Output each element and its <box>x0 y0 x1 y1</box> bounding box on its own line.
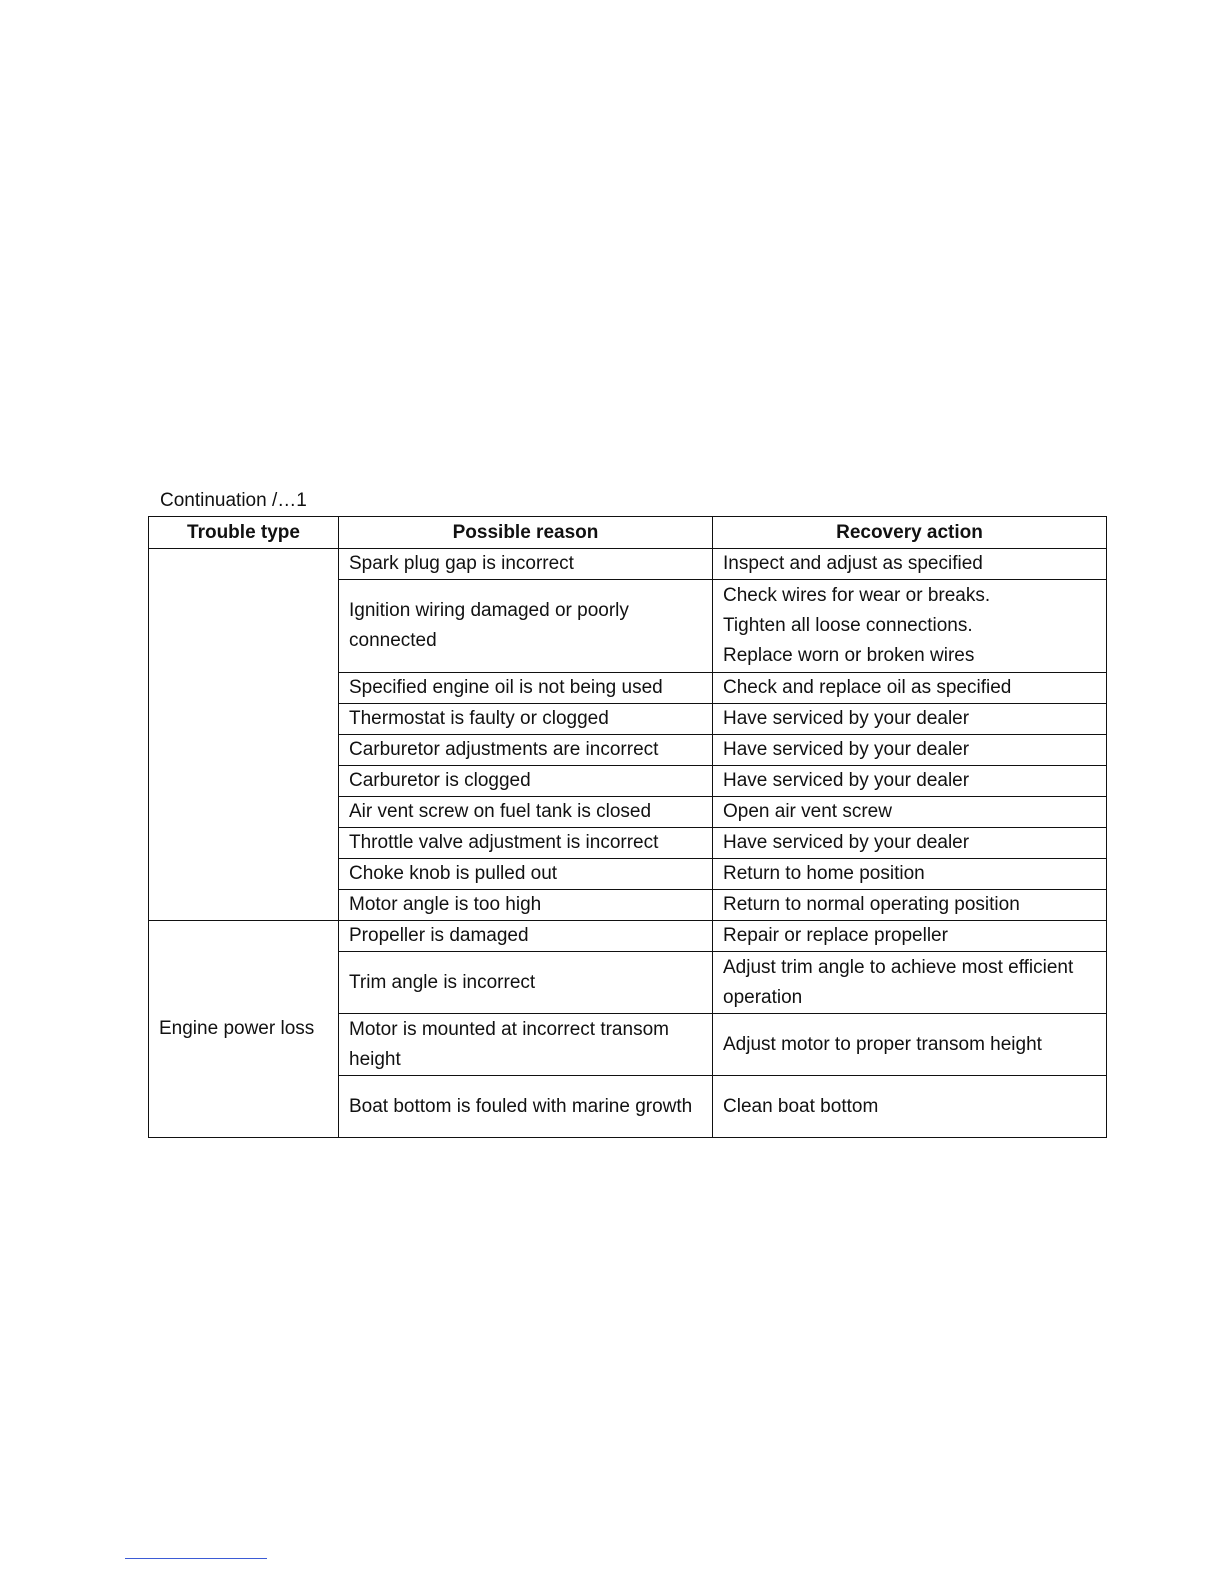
action-cell: Return to home position <box>713 859 1107 890</box>
reason-cell: Thermostat is faulty or clogged <box>339 704 713 735</box>
reason-cell: Boat bottom is fouled with marine growth <box>339 1076 713 1138</box>
action-line: Tighten all loose connections. <box>723 615 973 636</box>
action-cell: Have serviced by your dealer <box>713 828 1107 859</box>
action-line: Replace worn or broken wires <box>723 645 975 666</box>
action-cell: Adjust motor to proper transom height <box>713 1014 1107 1076</box>
reason-cell: Air vent screw on fuel tank is closed <box>339 797 713 828</box>
reason-cell: Carburetor is clogged <box>339 766 713 797</box>
continuation-label: Continuation /…1 <box>160 490 307 511</box>
reason-cell: Specified engine oil is not being used <box>339 673 713 704</box>
reason-cell: Choke knob is pulled out <box>339 859 713 890</box>
action-cell: Have serviced by your dealer <box>713 735 1107 766</box>
action-cell <box>713 580 1107 673</box>
reason-cell: Throttle valve adjustment is incorrect <box>339 828 713 859</box>
action-cell: Check and replace oil as specified <box>713 673 1107 704</box>
reason-cell: Spark plug gap is incorrect <box>339 549 713 580</box>
reason-cell: Motor angle is too high <box>339 890 713 921</box>
troubleshooting-table <box>148 516 1107 1138</box>
header-possible-reason: Possible reason <box>339 517 713 549</box>
action-cell: Have serviced by your dealer <box>713 766 1107 797</box>
footer-rule <box>125 1558 267 1559</box>
action-cell: Clean boat bottom <box>713 1076 1107 1138</box>
reason-cell: Carburetor adjustments are incorrect <box>339 735 713 766</box>
table-row <box>149 549 1107 580</box>
action-cell: Repair or replace propeller <box>713 921 1107 952</box>
reason-cell: Motor is mounted at incorrect transom height <box>339 1014 713 1076</box>
action-cell: Have serviced by your dealer <box>713 704 1107 735</box>
header-recovery-action: Recovery action <box>713 517 1107 549</box>
trouble-type-cell-engine-power-loss: Engine power loss <box>149 921 339 1138</box>
action-cell: Inspect and adjust as specified <box>713 549 1107 580</box>
reason-cell: Ignition wiring damaged or poorly connected <box>339 580 713 673</box>
reason-cell: Propeller is damaged <box>339 921 713 952</box>
action-cell: Adjust trim angle to achieve most efficient operation <box>713 952 1107 1014</box>
action-cell: Open air vent screw <box>713 797 1107 828</box>
action-cell: Return to normal operating position <box>713 890 1107 921</box>
header-trouble-type: Trouble type <box>149 517 339 549</box>
action-line: Check wires for wear or breaks. <box>723 585 991 606</box>
trouble-type-cell-group1 <box>149 549 339 921</box>
reason-cell: Trim angle is incorrect <box>339 952 713 1014</box>
table-header-row <box>149 517 1107 549</box>
table-row <box>149 921 1107 952</box>
